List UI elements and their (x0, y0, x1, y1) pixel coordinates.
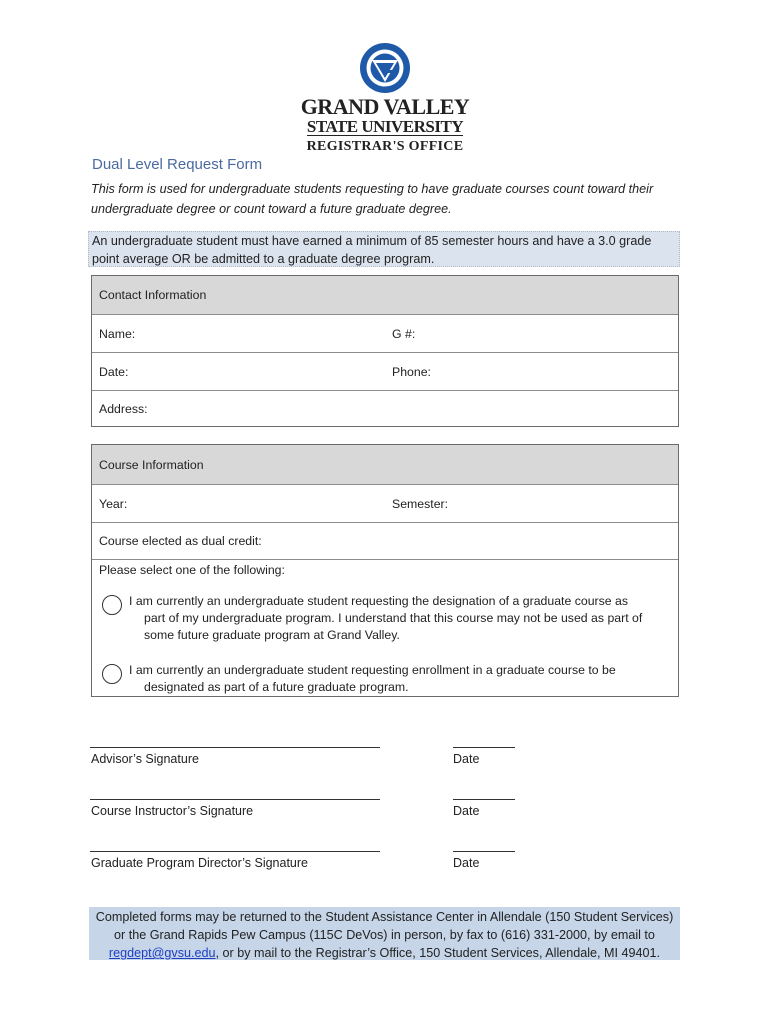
option-2-text (129, 662, 664, 696)
contact-header: Contact Information (99, 288, 207, 302)
radio-undergrad-designation[interactable] (102, 595, 122, 615)
semester-field[interactable]: Semester: (392, 496, 449, 511)
option-2-rest: designated as part of a future graduate program. (144, 680, 409, 694)
submission-instructions (89, 907, 680, 960)
select-prompt: Please select one of the following: (99, 563, 285, 577)
email-link[interactable]: regdept@gvsu.edu (108, 946, 216, 960)
requirement-note: An undergraduate student must have earned a minimum of 85 semester hours and have a 3.0 grade point average OR be admitted to a graduate degree program. (88, 231, 680, 267)
university-logo (300, 42, 470, 157)
course-elected-field[interactable]: Course elected as dual credit: (99, 534, 262, 548)
g-number-field[interactable]: G #: (392, 326, 416, 341)
date-field[interactable]: Date: (99, 364, 129, 379)
footer-text-after: , or by mail to the Registrar’s Office, 150 Student Services, Allendale, MI 49401. (215, 946, 661, 960)
gv-seal-icon (359, 42, 411, 94)
advisor-signature-label: Advisor’s Signature (91, 752, 199, 766)
address-row (92, 390, 678, 426)
name-field[interactable]: Name: (99, 326, 136, 341)
option-1-rest: part of my undergraduate program. I understand that this course may not be used as part of some future graduate program at Grand Valley. (144, 611, 643, 642)
year-field[interactable]: Year: (99, 496, 128, 511)
course-header: Course Information (99, 457, 204, 472)
footer-text-before: Completed forms may be returned to the Student Assistance Center in Allendale (150 Student Services) or the Grand Rapids Pew Campus (115C DeVos) in person, by fax to (616) 331-2000, by email to (95, 910, 674, 942)
director-date-line[interactable] (453, 851, 515, 852)
director-signature-label: Graduate Program Director’s Signature (91, 856, 308, 870)
logo-line-3: REGISTRAR'S OFFICE (306, 139, 464, 154)
option-1-line-1: I am currently an undergraduate student requesting the designation of a graduate course as (129, 594, 629, 608)
instructor-signature-label: Course Instructor’s Signature (91, 804, 254, 818)
address-field[interactable]: Address: (99, 401, 148, 416)
director-signature-line[interactable] (90, 851, 380, 852)
contact-header-row (92, 276, 678, 314)
option-1-text (129, 593, 664, 644)
instructor-date-label: Date (453, 804, 480, 818)
advisor-date-line[interactable] (453, 747, 515, 748)
date-row (92, 352, 678, 390)
radio-future-graduate[interactable] (102, 664, 122, 684)
instructor-signature-line[interactable] (90, 799, 380, 800)
form-intro: This form is used for undergraduate students requesting to have graduate courses count toward their undergraduate degree or count toward a future graduate degree. (91, 182, 654, 216)
logo-line-1: GRAND VALLEY (300, 94, 470, 119)
contact-info-table (91, 275, 679, 427)
director-date-label: Date (453, 856, 480, 870)
option-2-line-1: I am currently an undergraduate student requesting enrollment in a graduate course to be (129, 663, 616, 677)
phone-field[interactable]: Phone: (392, 364, 431, 379)
option-row (92, 559, 678, 696)
elected-row (92, 522, 678, 559)
course-header-row (92, 445, 678, 484)
advisor-signature-line[interactable] (90, 747, 380, 748)
instructor-date-line[interactable] (453, 799, 515, 800)
name-row (92, 314, 678, 352)
logo-line-2: STATE UNIVERSITY (306, 117, 464, 136)
form-title: Dual Level Request Form (92, 156, 263, 173)
advisor-date-label: Date (453, 752, 480, 766)
year-row (92, 484, 678, 522)
course-info-table (91, 444, 679, 697)
